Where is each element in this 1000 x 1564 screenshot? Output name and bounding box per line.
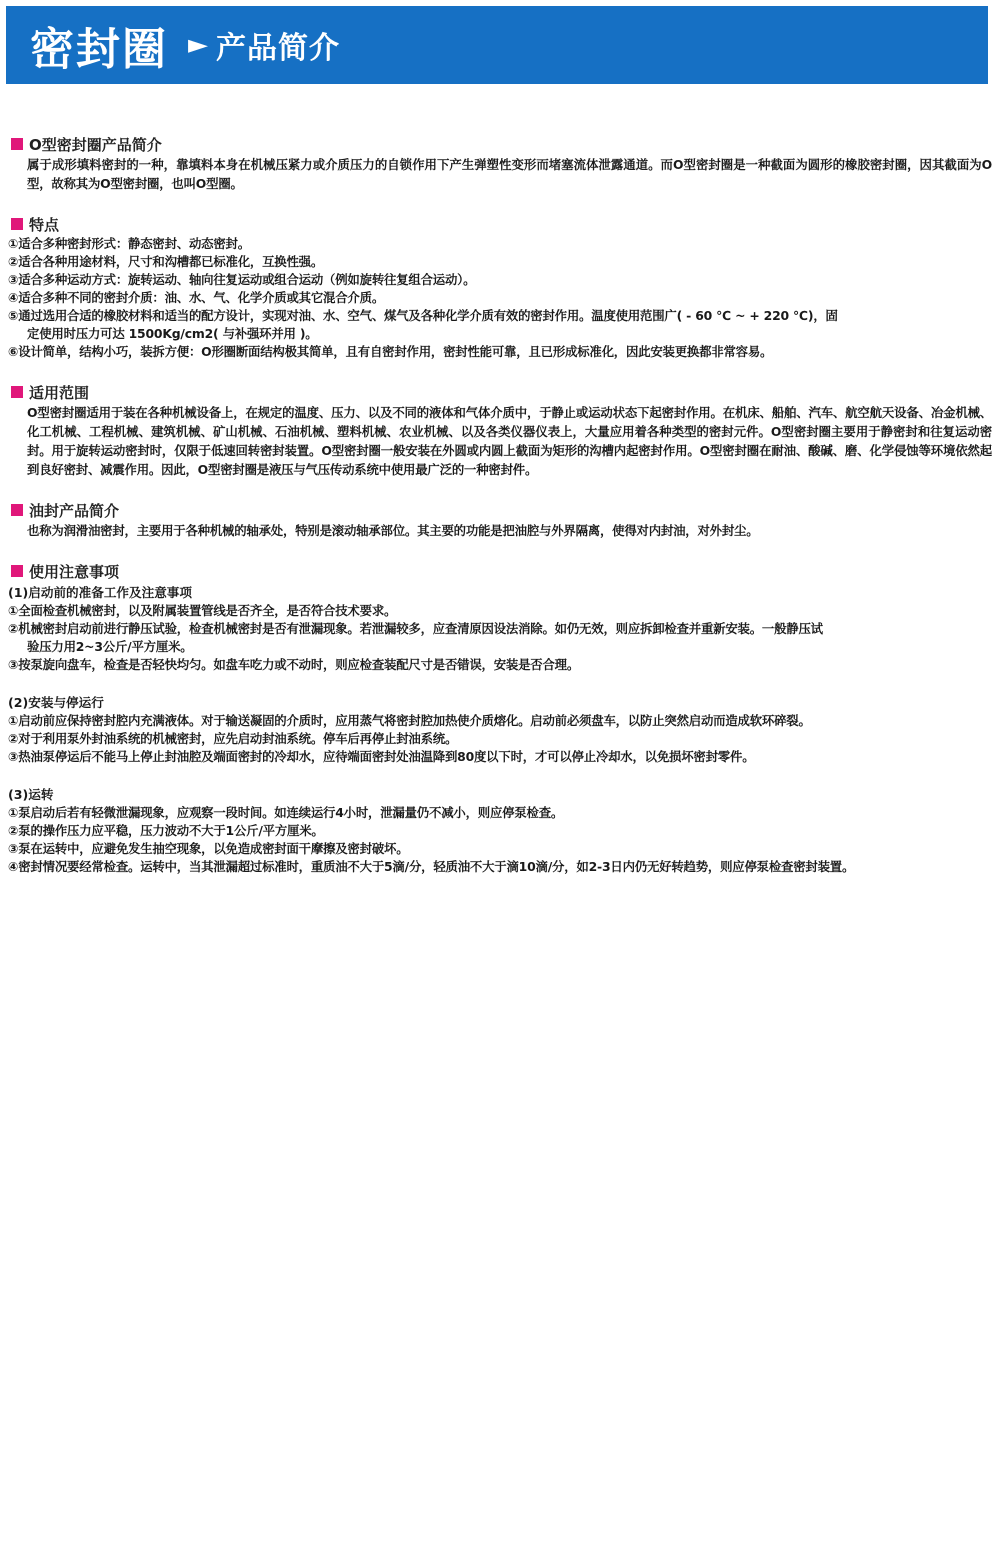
note-line: ①启动前应保持密封腔内充满液体。对于输送凝固的介质时，应用蒸气将密封腔加热使介质熔化。启动前必须盘车，以防止突然启动而造成软环碎裂。 [8, 713, 811, 728]
note-line: ③按泵旋向盘车，检查是否轻快均匀。如盘车吃力或不动时，则应检查装配尺寸是否错误，安装是否合理。 [8, 657, 580, 672]
feature-line: ③适合多种运动方式：旋转运动、轴向往复运动或组合运动（例如旋转往复组合运动）。 [8, 272, 476, 287]
section-header [8, 133, 992, 155]
section-scope [8, 381, 992, 479]
note-line: ①全面检查机械密封，以及附属装置管线是否齐全，是否符合技术要求。 [8, 603, 397, 618]
feature-line: ②适合各种用途材料，尺寸和沟槽都已标准化，互换性强。 [8, 254, 324, 269]
note-line: ②对于利用泵外封油系统的机械密封，应先启动封油系统。停车后再停止封油系统。 [8, 731, 458, 746]
section-oring-intro [8, 133, 992, 193]
feature-line: ⑤通过选用合适的橡胶材料和适当的配方设计，实现对油、水、空气、煤气及各种化学介质有效的密封作用。温度使用范围广( - 60 ℃ ~ + 220 ℃)，固 [8, 308, 838, 323]
section-body: 也称为润滑油密封，主要用于各种机械的轴承处，特别是滚动轴承部位。其主要的功能是把油腔与外界隔离，使得对内封油，对外封尘。 [27, 523, 759, 538]
feature-line: ①适合多种密封形式：静态密封、动态密封。 [8, 236, 250, 251]
note-line: ③泵在运转中，应避免发生抽空现象，以免造成密封面干摩擦及密封破坏。 [8, 841, 409, 856]
section-title: 适用范围 [29, 383, 90, 402]
arrow-icon: ► [188, 30, 208, 60]
feature-line: ⑥设计简单，结构小巧，装拆方便：O形圈断面结构极其简单，且有自密封作用，密封性能可靠，且已形成标准化，因此安装更换都非常容易。 [8, 344, 773, 359]
note-line: ④密封情况要经常检查。运转中，当其泄漏超过标准时，重质油不大于5滴/分，轻质油不大于滴10滴/分，如2-3日内仍无好转趋势，则应停泵检查密封装置。 [8, 859, 855, 874]
bullet-square-icon [11, 218, 23, 230]
section-header [8, 213, 992, 235]
note-line: ②机械密封启动前进行静压试验，检查机械密封是否有泄漏现象。若泄漏较多，应查清原因设法消除。如仍无效，则应拆卸检查并重新安装。一般静压试 [8, 621, 823, 636]
header-banner [6, 6, 988, 84]
subsection-heading: (2)安装与停运行 [8, 695, 104, 710]
section-body: O型密封圈适用于装在各种机械设备上，在规定的温度、压力、以及不同的液体和气体介质中，于静止或运动状态下起密封作用。在机床、船舶、汽车、航空航天设备、冶金机械、化工机械、工程机械、建筑机械、矿山机械、石油机械、塑料机械、农业机械、以及各类仪器仪表上，大量应用着各种类型的密封元件。O型密封圈主要用于静密封和往复运动密封。用于旋转运动密封时，仅限于低速回转密封装置。O型密封圈一般安装在外圆或内圆上截面为矩形的沟槽内起密封作用。O型密封圈在耐油、酸碱、磨、化学侵蚀等环境依然起到良好密封、减震作用。因此，O型密封圈是液压与气压传动系统中使用最广泛的一种密封件。 [27, 405, 992, 477]
feature-line: 定使用时压力可达 1500Kg/cm2( 与补强环并用 )。 [27, 326, 318, 341]
bullet-square-icon [11, 565, 23, 577]
section-body: 属于成形填料密封的一种，靠填料本身在机械压紧力或介质压力的自锁作用下产生弹塑性变形而堵塞流体泄露通道。而O型密封圈是一种截面为圆形的橡胶密封圈，因其截面为O型，故称其为O型密封圈，也叫O型圈。 [27, 157, 992, 191]
subsection-heading: (1)启动前的准备工作及注意事项 [8, 585, 192, 600]
content [8, 133, 992, 896]
note-line: ①泵启动后若有轻微泄漏现象，应观察一段时间。如连续运行4小时，泄漏量仍不减小，则应停泵检查。 [8, 805, 564, 820]
section-features [8, 213, 992, 361]
section-title: 特点 [29, 215, 60, 234]
subsection-heading: (3)运转 [8, 787, 54, 802]
spacer [8, 766, 992, 784]
section-title: O型密封圈产品简介 [29, 135, 162, 154]
spacer [8, 674, 992, 692]
section-title: 使用注意事项 [29, 562, 120, 581]
bullet-square-icon [11, 504, 23, 516]
page-subtitle: 产品简介 [216, 31, 340, 66]
note-line: ③热油泵停运后不能马上停止封油腔及端面密封的冷却水，应待端面密封处油温降到80度以下时，才可以停止冷却水，以免损坏密封零件。 [8, 749, 755, 764]
section-title: 油封产品简介 [29, 501, 120, 520]
bullet-square-icon [11, 386, 23, 398]
section-header [8, 499, 992, 521]
section-header [8, 381, 992, 403]
section-notes [8, 560, 992, 876]
note-line: ②泵的操作压力应平稳，压力波动不大于1公斤/平方厘米。 [8, 823, 324, 838]
feature-line: ④适合多种不同的密封介质：油、水、气、化学介质或其它混合介质。 [8, 290, 385, 305]
section-header [8, 560, 992, 582]
bullet-square-icon [11, 138, 23, 150]
note-line: 验压力用2~3公斤/平方厘米。 [27, 639, 193, 654]
page-title: 密封圈 [30, 24, 168, 75]
section-oilseal [8, 499, 992, 540]
